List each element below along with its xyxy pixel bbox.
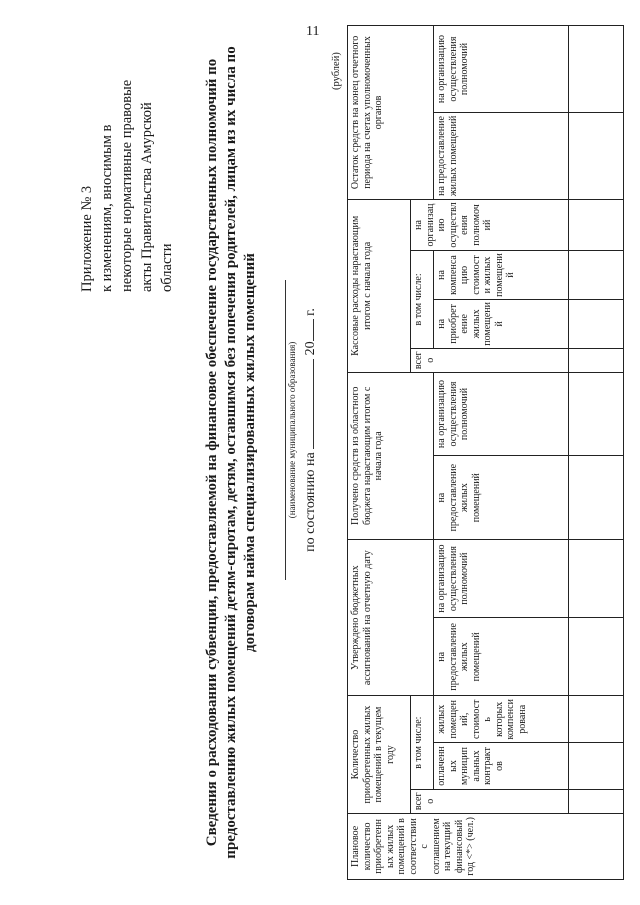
date-blank <box>301 359 314 449</box>
empty-cell <box>569 789 624 813</box>
approved-provision: на предоставление жилых помещений <box>434 618 569 696</box>
rotated-content <box>55 25 615 880</box>
as-of-prefix: по состоянию на <box>303 452 318 552</box>
header-received: Получено средств из областного бюджета нарастающим итогом с начала года <box>348 372 434 539</box>
spent-total: всего <box>411 348 569 372</box>
acquired-including: в том числе: <box>411 696 434 789</box>
empty-cell <box>569 372 624 456</box>
empty-cell <box>569 456 624 540</box>
title-line: договорам найма специализированных жилых помещений <box>242 253 258 652</box>
empty-cell <box>569 539 624 617</box>
empty-cell <box>569 348 624 372</box>
header-balance: Остаток средств на конец отчетного периода на счетах уполномоченных органов <box>348 26 434 200</box>
appendix-line: некоторые нормативные правовые <box>119 79 135 292</box>
municipality-line <box>285 280 286 580</box>
approved-organization: на организацию осуществления полномочий <box>434 539 569 617</box>
municipality-caption: (наименование муниципального образования) <box>287 341 297 519</box>
units-label: (рублей) <box>331 52 342 90</box>
received-provision: на предоставление жилых помещений <box>434 456 569 540</box>
empty-cell <box>569 743 624 790</box>
title-line: Сведения о расходовании субвенции, предоставляемой на финансовое обеспечение государственных полномочий по <box>204 58 220 847</box>
header-spent: Кассовые расходы нарастающим итогом с начала года <box>348 199 411 372</box>
year-suffix: г. <box>303 308 318 316</box>
acquired-compensated: жилых помещений, стоимость которых компенсирована <box>434 696 569 743</box>
spent-organization: на организацию осуществления полномочий <box>411 199 569 250</box>
header-acquired: Количество приобретенных жилых помещений в текущем году <box>348 696 411 813</box>
as-of-date <box>301 280 319 580</box>
spent-compensation: на компенсацию стоимости жилых помещений <box>434 251 569 300</box>
empty-cell <box>569 199 624 250</box>
year-blank <box>301 319 314 341</box>
empty-cell <box>569 113 624 200</box>
appendix-line: области <box>159 243 175 292</box>
report-table <box>347 25 624 880</box>
acquired-total: всего <box>411 789 569 813</box>
empty-cell <box>569 251 624 300</box>
page-number: 11 <box>306 24 320 39</box>
appendix-line: к изменениям, вносимым в <box>99 124 115 292</box>
spent-acquisition: на приобретение жилых помещений <box>434 299 569 348</box>
header-planned: Плановое количество приобретенных жилых помещений в соответствии с соглашением на текущий финансовый год <*> (чел.) <box>348 813 624 879</box>
appendix-line: акты Правительства Амурской <box>139 102 155 292</box>
title-line: предоставлению жилых помещений детям-сиротам, детям, оставшимся без попечения родителей, лицам из их числа по <box>223 46 239 859</box>
empty-cell <box>569 696 624 743</box>
balance-organization: на организацию осуществления полномочий <box>434 26 569 113</box>
document-title <box>203 25 260 880</box>
empty-cell <box>569 26 624 113</box>
balance-provision: на предоставление жилых помещений <box>434 113 569 200</box>
empty-cell <box>569 618 624 696</box>
year-prefix: 20 <box>303 341 318 356</box>
appendix-block <box>77 52 177 292</box>
acquired-municipal: оплаченных муниципальных контрактов <box>434 743 569 790</box>
header-approved: Утверждено бюджетных ассигнований на отчетную дату <box>348 539 434 695</box>
empty-cell <box>569 299 624 348</box>
appendix-line: Приложение № 3 <box>79 185 95 292</box>
received-organization: на организацию осуществления полномочий <box>434 372 569 456</box>
spent-including: в том числе: <box>411 251 434 349</box>
